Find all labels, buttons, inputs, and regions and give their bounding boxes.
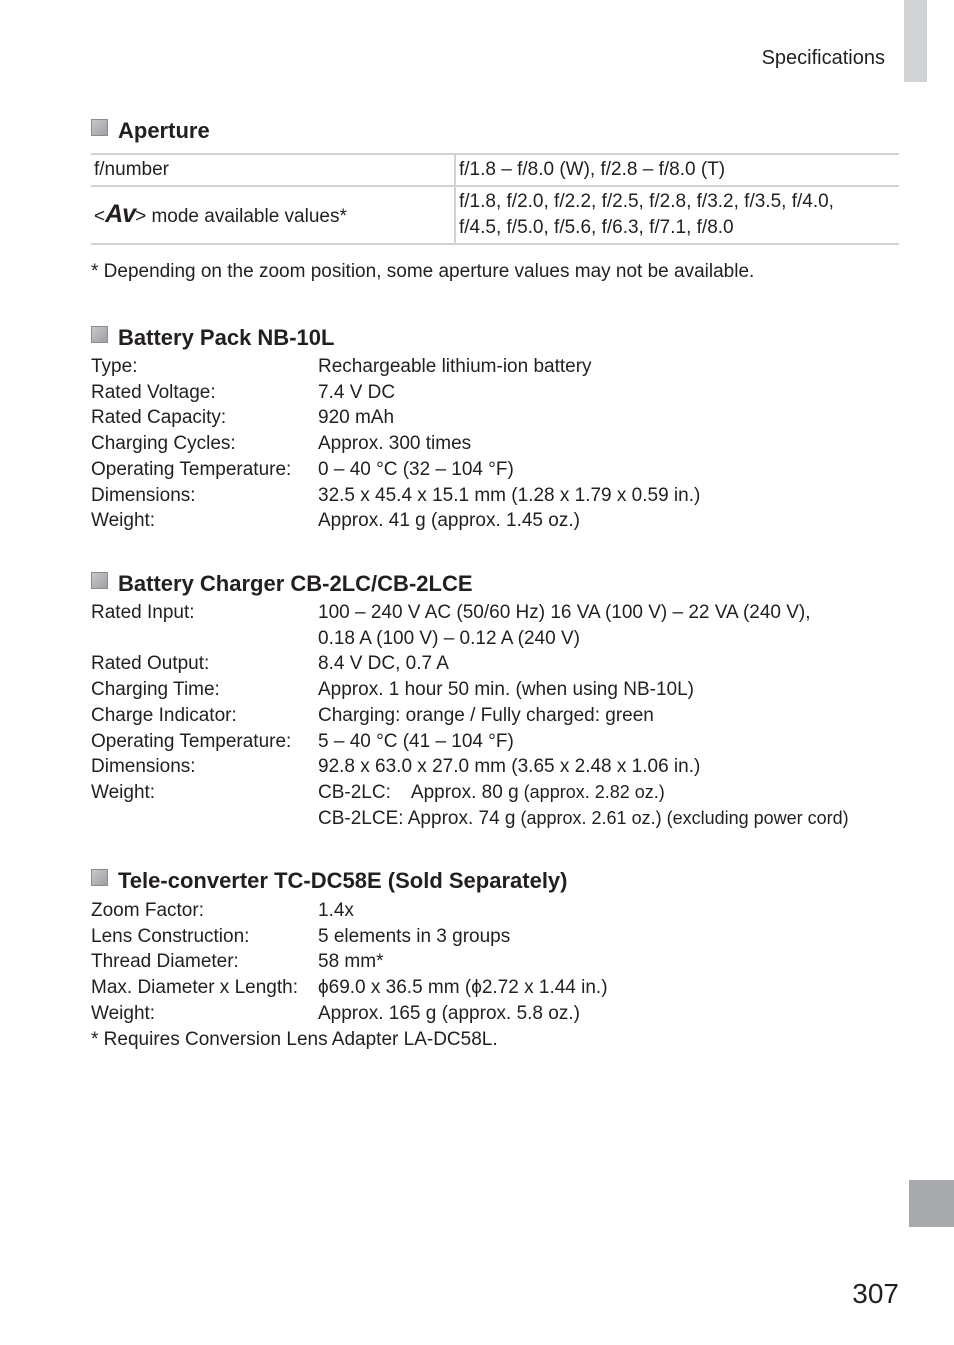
teleconverter-specs xyxy=(91,898,921,1052)
spec-label: Operating Temperature: xyxy=(91,730,292,752)
spec-row xyxy=(91,651,921,677)
spec-row xyxy=(91,1001,921,1027)
value-main: CB-2LC: Approx. 80 g xyxy=(318,781,519,803)
spec-value: 0.18 A (100 V) – 0.12 A (240 V) xyxy=(318,627,580,649)
spec-label: Operating Temperature: xyxy=(91,458,292,480)
spec-label: Charge Indicator: xyxy=(91,704,237,726)
spec-label: Rated Output: xyxy=(91,653,210,675)
spec-label: Max. Diameter x Length: xyxy=(91,977,298,999)
spec-label: Charging Time: xyxy=(91,679,220,701)
spec-row xyxy=(91,508,921,534)
spec-row xyxy=(91,626,921,652)
spec-label xyxy=(91,806,318,832)
spec-label: Weight: xyxy=(91,510,156,532)
section-square-icon xyxy=(91,326,108,343)
spec-row xyxy=(91,806,921,832)
table-cell-label: f/number xyxy=(94,159,169,180)
label-suffix: > mode available values* xyxy=(135,205,347,227)
spec-label: Rated Input: xyxy=(91,602,195,623)
spec-row xyxy=(91,924,921,950)
header-section-label: Specifications xyxy=(761,47,885,69)
spec-value: Approx. 300 times xyxy=(318,433,472,455)
teleconverter-footnote: * Requires Conversion Lens Adapter LA-DC58L. xyxy=(91,1028,498,1050)
spec-value: 5 – 40 °C (41 – 104 °F) xyxy=(318,730,514,752)
av-mode-icon: Av xyxy=(105,199,136,228)
spec-value: 0 – 40 °C (32 – 104 °F) xyxy=(318,458,514,480)
spec-label: Rated Voltage: xyxy=(91,381,216,403)
spec-row xyxy=(91,703,921,729)
table-row xyxy=(91,154,899,186)
table-row xyxy=(91,186,899,244)
spec-value: 92.8 x 63.0 x 27.0 mm (3.65 x 2.48 x 1.06 in.) xyxy=(318,756,701,778)
spec-row xyxy=(91,780,921,806)
section-square-icon xyxy=(91,869,108,886)
spec-value: Approx. 41 g (approx. 1.45 oz.) xyxy=(318,510,580,532)
spec-label: Charging Cycles: xyxy=(91,433,236,455)
spec-value xyxy=(318,780,665,806)
spec-label: Weight: xyxy=(91,1002,156,1024)
spec-row xyxy=(91,754,921,780)
aperture-heading xyxy=(91,118,210,144)
spec-label: Rated Capacity: xyxy=(91,407,227,429)
spec-value: 8.4 V DC, 0.7 A xyxy=(318,653,449,675)
aperture-footnote: * Depending on the zoom position, some aperture values may not be available. xyxy=(91,261,755,282)
spec-row xyxy=(91,729,921,755)
spec-value xyxy=(318,806,849,832)
spec-row xyxy=(91,949,921,975)
spec-row xyxy=(91,431,921,457)
value-small: (approx. 2.82 oz.) xyxy=(518,781,665,802)
spec-label xyxy=(91,626,318,652)
table-cell-value: f/1.8 – f/8.0 (W), f/2.8 – f/8.0 (T) xyxy=(455,154,899,186)
spec-label: Lens Construction: xyxy=(91,925,250,947)
spec-label: Weight: xyxy=(91,781,156,803)
battery-charger-heading xyxy=(91,571,473,597)
spec-row xyxy=(91,405,921,431)
spec-row xyxy=(91,677,921,703)
spec-row xyxy=(91,483,921,509)
side-tab-bottom xyxy=(909,1180,954,1227)
spec-value: 100 – 240 V AC (50/60 Hz) 16 VA (100 V) – 22 VA (240 V), xyxy=(318,602,811,623)
value-line: f/1.8, f/2.0, f/2.2, f/2.5, f/2.8, f/3.2, f/3.5, f/4.0, xyxy=(459,191,834,212)
value-line: f/4.5, f/5.0, f/5.6, f/6.3, f/7.1, f/8.0 xyxy=(459,217,734,238)
spec-label: Thread Diameter: xyxy=(91,951,239,973)
spec-label: Dimensions: xyxy=(91,756,196,778)
page-number: 307 xyxy=(852,1278,899,1309)
spec-label: Zoom Factor: xyxy=(91,900,204,921)
spec-value: 58 mm* xyxy=(318,951,384,973)
battery-charger-specs xyxy=(91,600,921,831)
section-square-icon xyxy=(91,572,108,589)
spec-row xyxy=(91,354,921,380)
spec-value: 7.4 V DC xyxy=(318,381,396,403)
table-cell-label xyxy=(91,186,455,244)
spec-value: Charging: orange / Fully charged: green xyxy=(318,704,654,726)
table-cell-value xyxy=(455,186,899,244)
teleconverter-heading xyxy=(91,868,568,894)
spec-value: Approx. 165 g (approx. 5.8 oz.) xyxy=(318,1002,580,1024)
battery-charger-heading-text: Battery Charger CB-2LC/CB-2LCE xyxy=(118,571,473,596)
section-square-icon xyxy=(91,119,108,136)
battery-pack-heading-text: Battery Pack NB-10L xyxy=(118,325,335,350)
battery-pack-specs xyxy=(91,354,921,534)
spec-row xyxy=(91,380,921,406)
spec-row xyxy=(91,600,921,626)
spec-value: Rechargeable lithium-ion battery xyxy=(318,356,592,377)
battery-pack-heading xyxy=(91,325,334,351)
spec-value: 5 elements in 3 groups xyxy=(318,925,511,947)
spec-label: Type: xyxy=(91,356,138,377)
side-tab-top xyxy=(904,0,927,82)
value-main: CB-2LCE: Approx. 74 g xyxy=(318,807,516,829)
label-prefix: < xyxy=(94,205,106,227)
spec-value: 920 mAh xyxy=(318,407,395,429)
value-small: (approx. 2.61 oz.) (excluding power cord) xyxy=(515,807,849,828)
spec-value: 32.5 x 45.4 x 15.1 mm (1.28 x 1.79 x 0.59 in.) xyxy=(318,484,701,506)
spec-row xyxy=(91,457,921,483)
aperture-table xyxy=(91,153,899,245)
spec-value: ϕ69.0 x 36.5 mm (ϕ2.72 x 1.44 in.) xyxy=(318,977,608,999)
aperture-heading-text: Aperture xyxy=(118,118,210,143)
spec-value: 1.4x xyxy=(318,900,354,921)
spec-row xyxy=(91,898,921,924)
spec-row xyxy=(91,975,921,1001)
spec-label: Dimensions: xyxy=(91,484,196,506)
teleconverter-heading-text: Tele-converter TC-DC58E (Sold Separately) xyxy=(118,868,568,893)
spec-value: Approx. 1 hour 50 min. (when using NB-10L) xyxy=(318,679,694,701)
